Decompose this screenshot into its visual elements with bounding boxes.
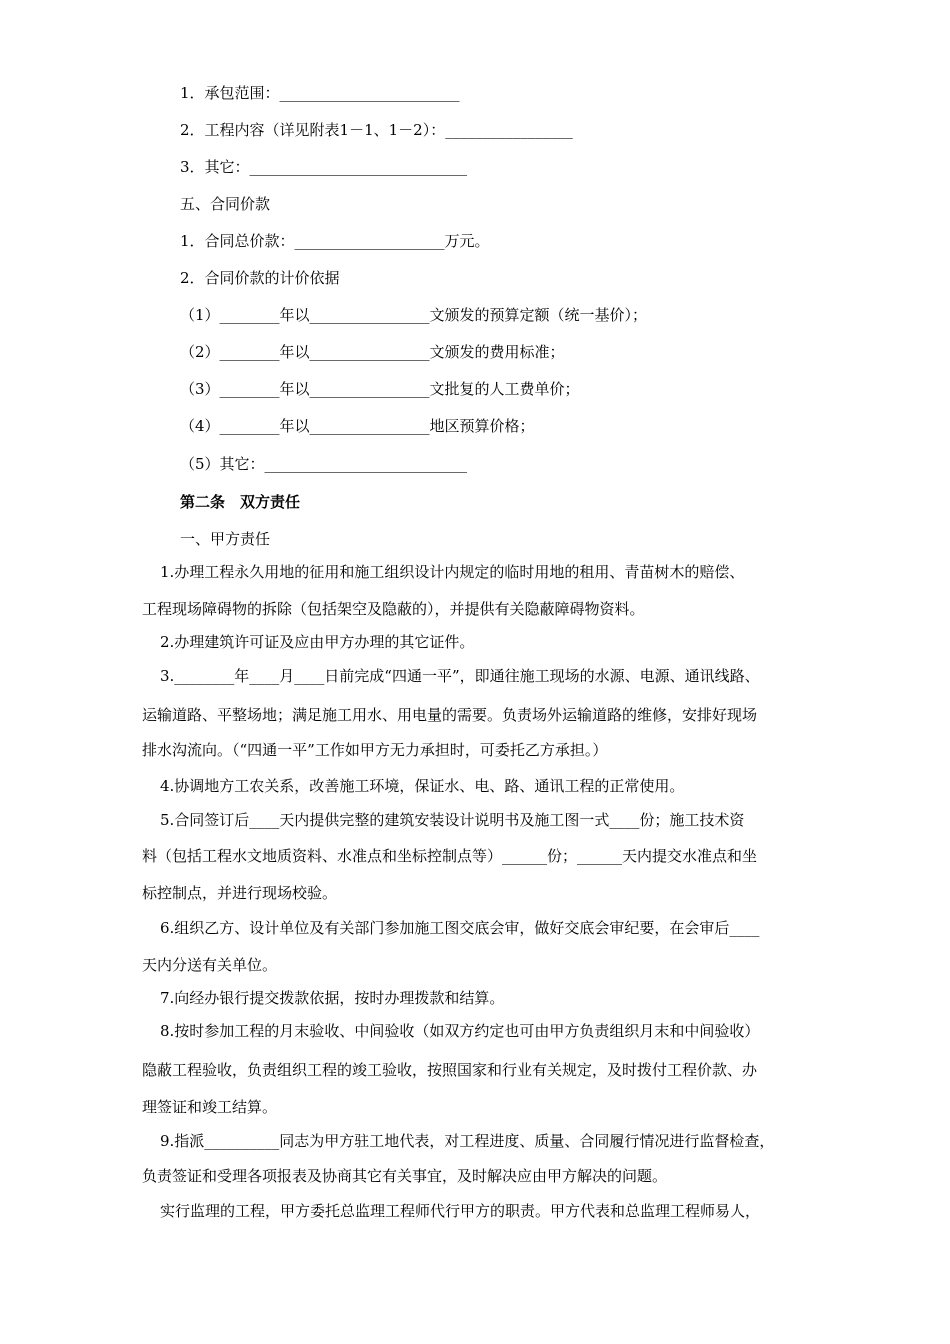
duty-3-line-2: 运输道路、平整场地；满足施工用水、用电量的需要。负责场外运输道路的维修，安排好现场 [142,706,758,724]
duty-3-line-1: 3.________年____月____日前完成“四通一平”，即通往施工现场的水源、电源、通讯线路、 [160,667,760,685]
section-item-content: 2．工程内容（详见附表1－1、1－2）：_________________ [180,121,573,139]
duty-5-line-1: 5.合同签订后____天内提供完整的建筑安装设计说明书及施工图一式____份；施工技术资 [160,811,745,829]
duty-5-line-2: 料（包括工程水文地质资料、水准点和坐标控制点等）______份；______天内提交水准点和坐 [142,847,758,865]
duty-3-line-3: 排水沟流向。（“四通一平”工作如甲方无力承担时，可委托乙方承担。） [142,741,608,759]
price-basis-item: 2．合同价款的计价依据 [180,269,340,287]
duty-5-line-3: 标控制点，并进行现场校验。 [142,884,338,902]
price-basis-5: （5）其它：___________________________ [180,455,468,473]
heading-contract-price: 五、合同价款 [180,195,271,213]
party-a-heading: 一、甲方责任 [180,530,271,548]
duty-6-line-2: 天内分送有关单位。 [142,956,278,974]
price-basis-4: （4）________年以________________地区预算价格； [180,417,535,435]
duty-7: 7.向经办银行提交拨款依据，按时办理拨款和结算。 [160,989,505,1007]
section-item-scope: 1．承包范围：________________________ [180,84,460,102]
duty-6-line-1: 6.组织乙方、设计单位及有关部门参加施工图交底会审，做好交底会审纪要，在会审后____ [160,919,760,937]
duty-8-line-3: 理签证和竣工结算。 [142,1098,278,1116]
price-total-item: 1．合同总价款：____________________万元。 [180,232,490,250]
duty-9-line-2: 负责签证和受理各项报表及协商其它有关事宜，及时解决应由甲方解决的问题。 [142,1167,668,1185]
supervision-paragraph: 实行监理的工程，甲方委托总监理工程师代行甲方的职责。甲方代表和总监理工程师易人， [160,1202,761,1220]
duty-4: 4.协调地方工农关系，改善施工环境，保证水、电、路、通讯工程的正常使用。 [160,777,685,795]
section-item-other: 3．其它：_____________________________ [180,158,468,176]
price-basis-2: （2）________年以________________文颁发的费用标准； [180,343,565,361]
price-basis-1: （1）________年以________________文颁发的预算定额（统一基价）； [180,306,648,324]
article-two-heading: 第二条 双方责任 [180,493,301,511]
duty-8-line-2: 隐蔽工程验收，负责组织工程的竣工验收，按照国家和行业有关规定，及时拨付工程价款、办 [142,1061,758,1079]
duty-2: 2.办理建筑许可证及应由甲方办理的其它证件。 [160,633,475,651]
duty-8-line-1: 8.按时参加工程的月末验收、中间验收（如双方约定也可由甲方负责组织月末和中间验收） [160,1022,760,1040]
price-basis-3: （3）________年以________________文批复的人工费单价； [180,380,580,398]
duty-1-line-1: 1.办理工程永久用地的征用和施工组织设计内规定的临时用地的租用、青苗树木的赔偿、 [160,563,745,581]
duty-1-line-2: 工程现场障碍物的拆除（包括架空及隐蔽的），并提供有关隐蔽障碍物资料。 [142,600,645,618]
duty-9-line-1: 9.指派__________同志为甲方驻工地代表，对工程进度、质量、合同履行情况进行监督检查， [160,1132,775,1150]
